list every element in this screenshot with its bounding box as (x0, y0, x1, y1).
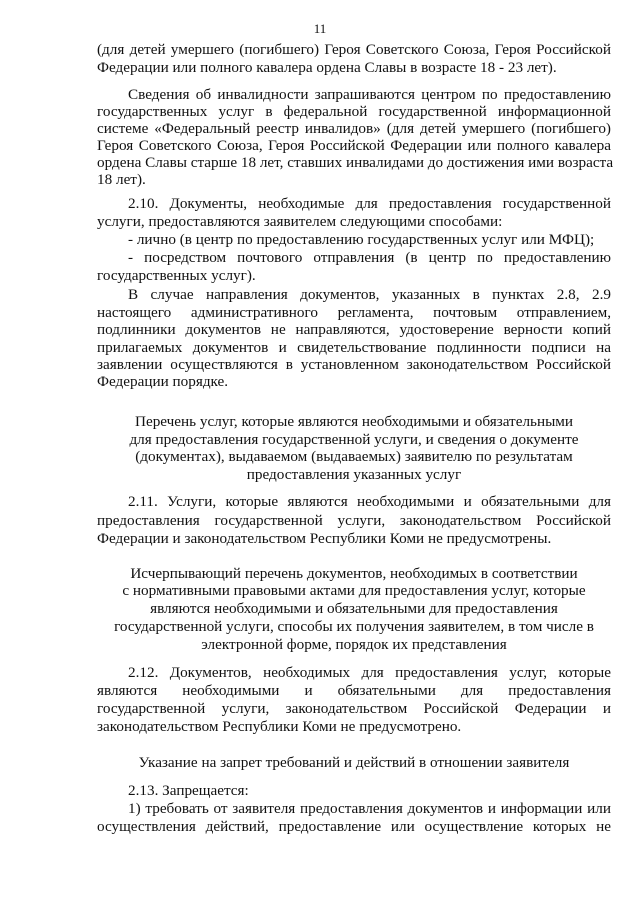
text-line: ордена Славы старше 18 лет, ставших инвалидами до достижения ими возраста (97, 154, 614, 171)
section-heading-line: Перечень услуг, которые являются необходимыми и обязательными (134, 413, 574, 430)
text-line: системе «Федеральный реестр инвалидов» (для детей умершего (погибшего) (97, 120, 611, 137)
text-line: прилагаемых документов и свидетельствование подлинности подписи на (97, 339, 611, 356)
text-line: государственных услуг в федеральной государственной информационной (97, 103, 611, 120)
text-line: (для детей умершего (погибшего) Героя Советского Союза, Героя Российской (97, 41, 611, 58)
text-line: В случае направления документов, указанных в пунктах 2.8, 2.9 (128, 286, 611, 303)
text-line: заявлении осуществляются в установленном законодательством Российской (97, 356, 611, 373)
text-line: 18 лет). (97, 171, 146, 188)
text-line: настоящего административного регламента, почтовым отправлением, (97, 304, 611, 321)
section-heading-line: (документах), выдаваемом (выдаваемых) заявителю по результатам (135, 448, 573, 465)
section-heading-line: Указание на запрет требований и действий в отношении заявителя (138, 754, 570, 771)
text-line: услуги, предоставляются заявителем следующими способами: (97, 213, 503, 230)
text-line: Героя Советского Союза, Героя Российской Федерации или полного кавалера (97, 137, 611, 154)
section-heading-line: являются необходимыми и обязательными для предоставления (150, 600, 558, 617)
section-heading-line: государственной услуги, способы их получения заявителем, в том числе в (114, 618, 594, 635)
text-line: Федерации или полного кавалера ордена Славы в возрасте 18 - 23 лет). (97, 59, 557, 76)
text-line: Сведения об инвалидности запрашиваются центром по предоставлению (128, 86, 611, 103)
section-heading-line: с нормативными правовыми актами для предоставления услуг, которые (122, 582, 586, 599)
section-heading-line: Исчерпывающий перечень документов, необходимых в соответствии (130, 565, 578, 582)
text-line: 2.10. Документы, необходимые для предоставления государственной (128, 195, 611, 212)
text-line: государственной услуги, законодательством Российской Федерации и (97, 700, 611, 717)
text-line: осуществления действий, предоставление или осуществление которых не (97, 818, 611, 835)
section-heading-line: электронной форме, порядок их представления (201, 636, 507, 653)
text-line: законодательством Республики Коми не предусмотрено. (97, 718, 462, 735)
text-line: являются необходимыми и обязательными для предоставления (97, 682, 611, 699)
text-line: Федерации порядке. (97, 373, 229, 390)
text-line: Федерации и законодательством Республики Коми не предусмотрены. (97, 530, 552, 547)
text-line: предоставления государственной услуги, законодательством Российской (97, 512, 611, 529)
text-line: 2.12. Документов, необходимых для предоставления услуг, которые (128, 664, 611, 681)
text-line: - посредством почтового отправления (в центр по предоставлению (128, 249, 611, 266)
text-line: - лично (в центр по предоставлению государственных услуг или МФЦ); (128, 231, 595, 248)
page-number: 11 (313, 21, 327, 36)
section-heading-line: для предоставления государственной услуги, и сведения о документе (129, 431, 579, 448)
text-line: 1) требовать от заявителя предоставления документов и информации или (128, 800, 611, 817)
section-heading-line: предоставления указанных услуг (246, 466, 462, 483)
text-line: 2.11. Услуги, которые являются необходимыми и обязательными для (128, 493, 611, 510)
text-line: государственных услуг). (97, 267, 256, 284)
text-line: 2.13. Запрещается: (128, 782, 249, 799)
text-line: подлинники документов не направляются, удостоверение верности копий (97, 321, 611, 338)
